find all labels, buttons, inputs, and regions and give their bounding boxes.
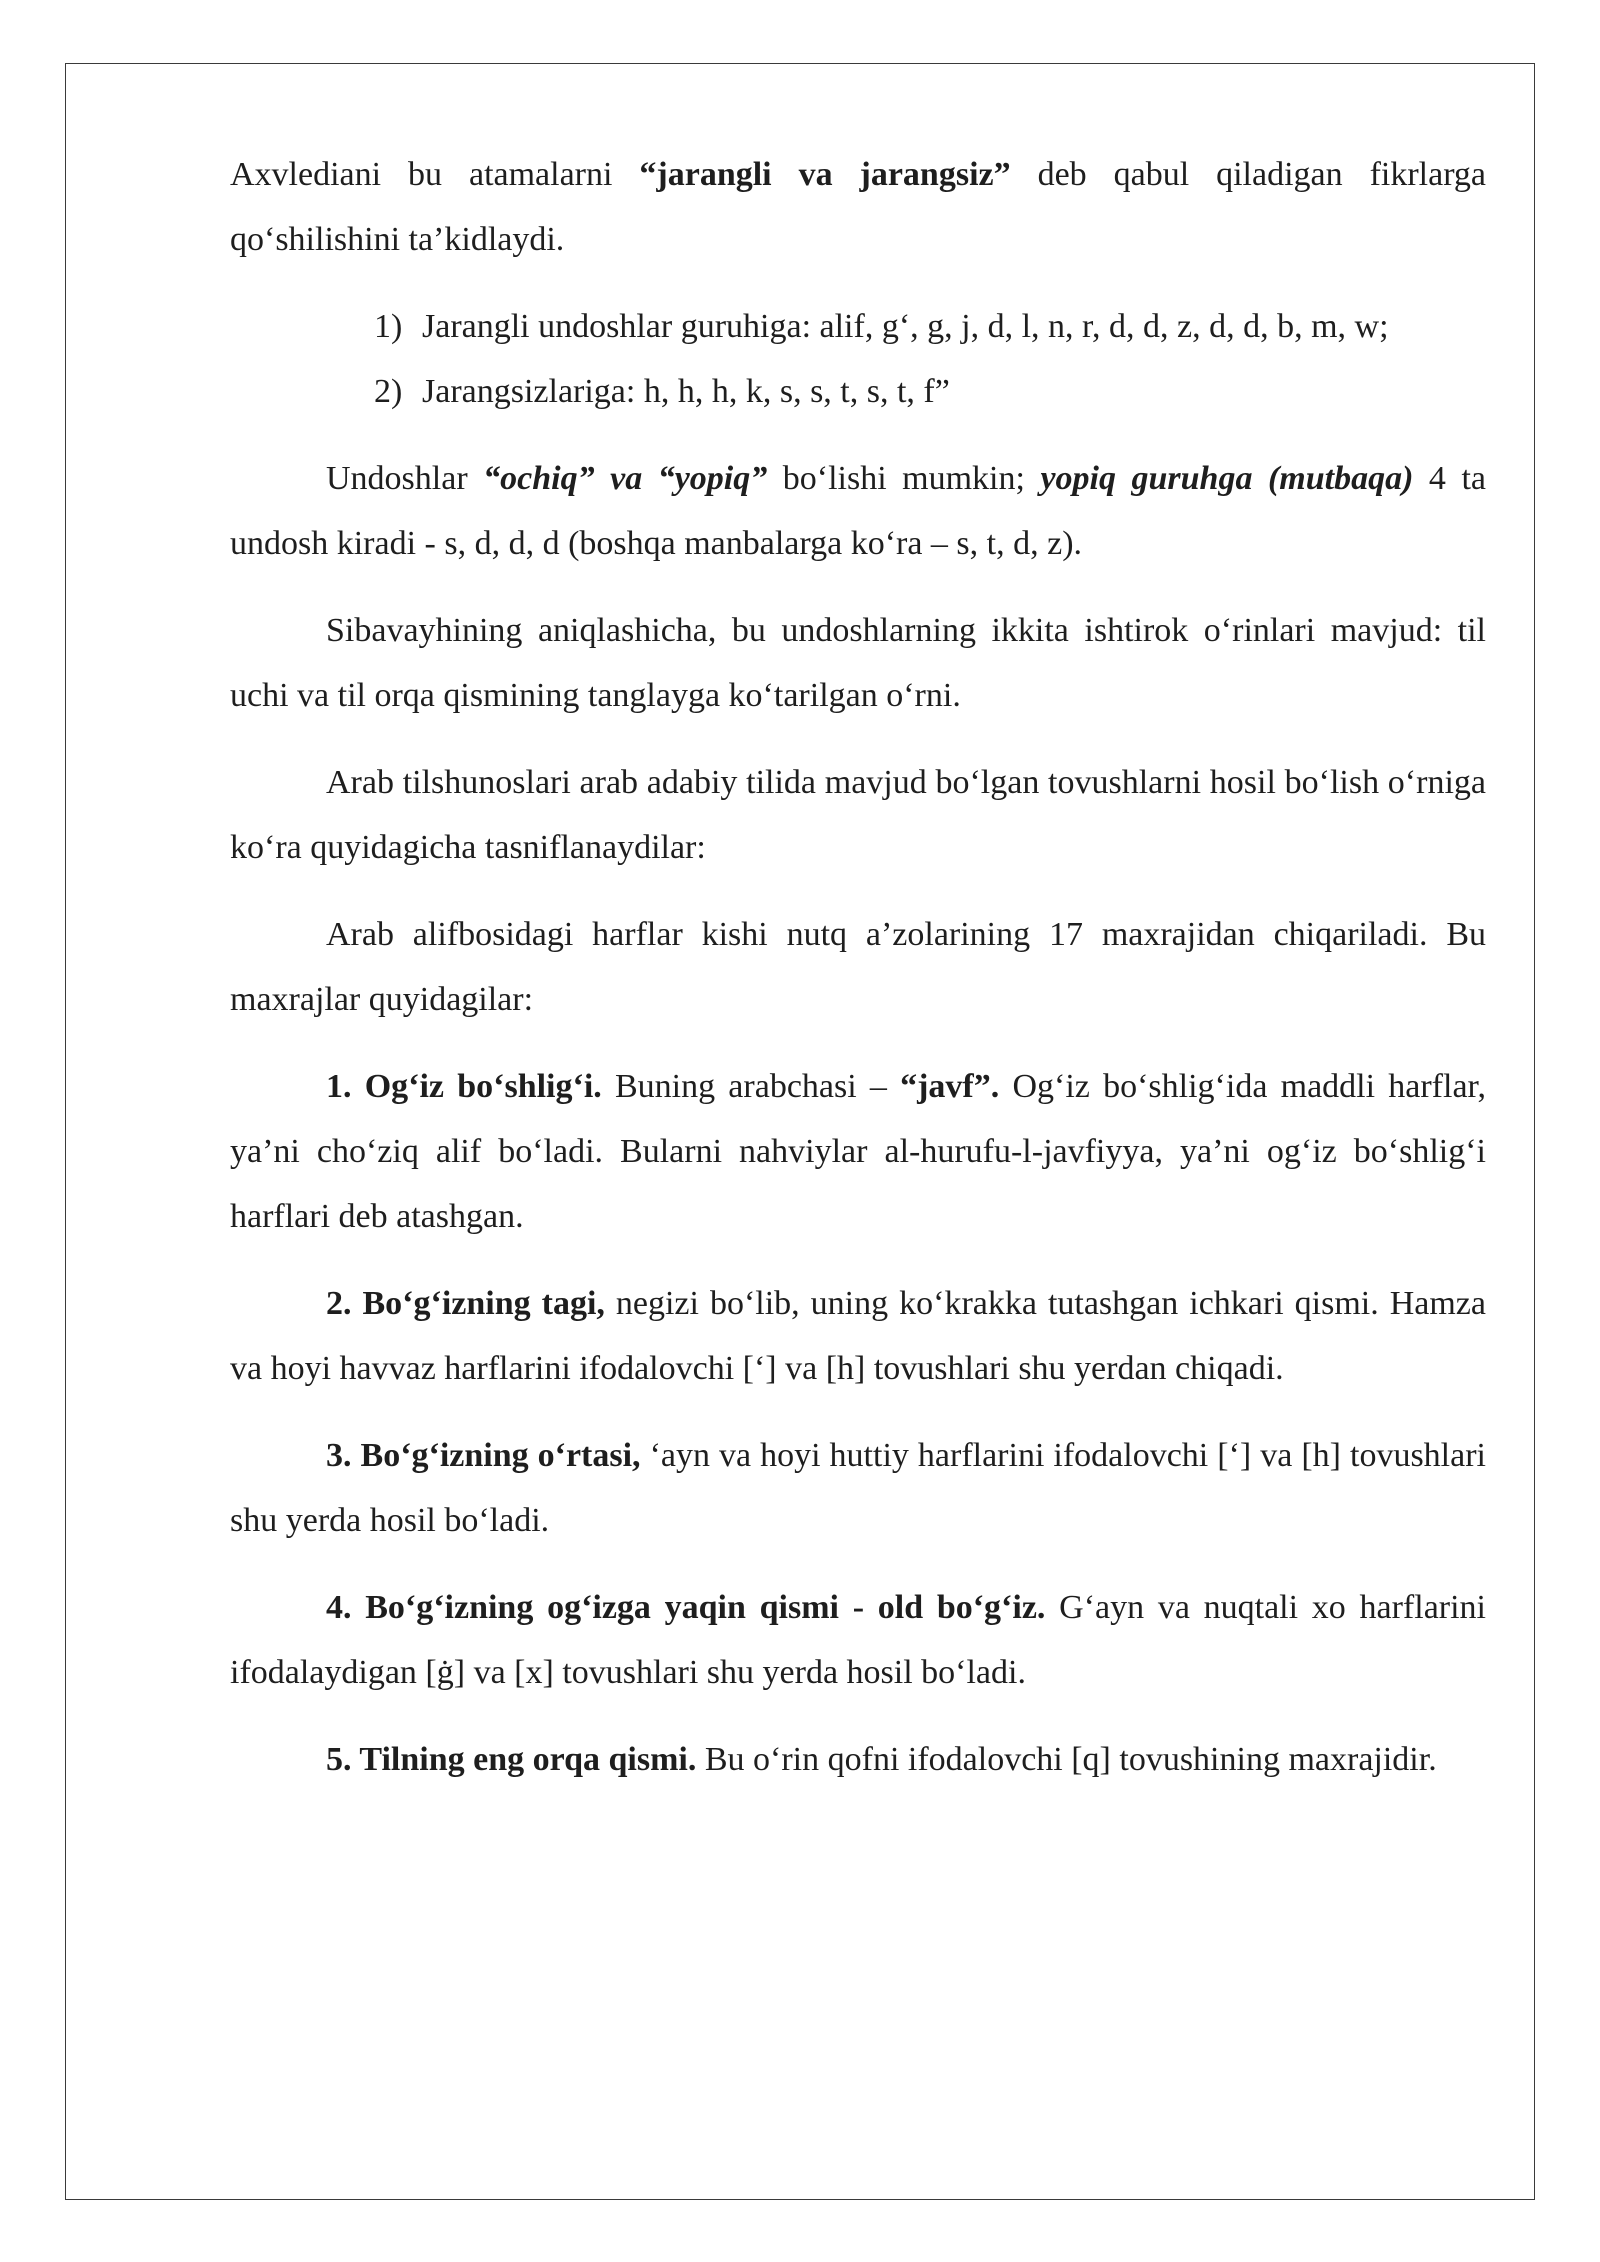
section-bogizning-tagi xyxy=(230,1271,1486,1401)
paragraph-text: G‘ayn va nuqtali xo harflarini ifodalaydigan [ġ] va [x] tovushlari shu yerda hosil bo‘ladi. xyxy=(230,1589,1486,1691)
section-bogizning-ortasi xyxy=(230,1423,1486,1553)
section-ogiz-boshligi xyxy=(230,1054,1486,1249)
bold-italic-term-ochiq-yopiq: “ochiq” va “yopiq” xyxy=(483,460,768,497)
paragraph-sibavayhi: Sibavayhining aniqlashicha, bu undoshlarning ikkita ishtirok o‘rinlari mavjud: til uchi va til orqa qismining tanglayga ko‘tarilgan o‘rni. xyxy=(230,612,1486,714)
paragraph-text: ‘ayn va hoyi huttiy harflarini ifodalovchi [‘] va [h] tovushlari shu yerda hosil bo‘ladi. xyxy=(230,1437,1486,1539)
paragraph-text: Bu o‘rin qofni ifodalovchi [q] tovushining maxrajidir. xyxy=(696,1741,1437,1778)
section-tilning-orqa-qismi xyxy=(230,1727,1486,1792)
bold-italic-term-mutbaqa: yopiq guruhga (mutbaqa) xyxy=(1040,460,1414,497)
section-heading: 4. Bo‘g‘izning og‘izga yaqin qismi - old bo‘g‘iz. xyxy=(326,1589,1046,1626)
section-heading: 3. Bo‘g‘izning o‘rtasi, xyxy=(326,1437,641,1474)
bold-term-javf: “javf”. xyxy=(900,1068,1000,1105)
list-item-text: Jarangsizlariga: h, h, h, k, s, s, t, s, t, f” xyxy=(422,373,950,410)
paragraph-undoshlar xyxy=(230,446,1486,576)
paragraph-arab-tilshunoslari: Arab tilshunoslari arab adabiy tilida mavjud bo‘lgan tovushlarni hosil bo‘lish o‘rniga ko‘ra quyidagicha tasniflanaydilar: xyxy=(230,764,1486,866)
document-body xyxy=(230,142,1486,1792)
paragraph-arab-alifbosi: Arab alifbosidagi harflar kishi nutq a’zolarining 17 maxrajidan chiqariladi. Bu maxrajlar quyidagilar: xyxy=(230,916,1486,1018)
consonant-groups-list xyxy=(230,294,1486,424)
bold-term-jarangli: “jarangli va jarangsiz” xyxy=(639,156,1011,193)
paragraph-text: 4 ta undosh kiradi - s, d, d, d (boshqa manbalarga ko‘ra – s, t, d, z). xyxy=(230,460,1486,562)
section-heading: 2. Bo‘g‘izning tagi, xyxy=(326,1285,605,1322)
section-heading: 5. Tilning eng orqa qismi. xyxy=(326,1741,697,1778)
paragraph-text: deb qabul qiladigan fikrlarga qo‘shilishini ta’kidlaydi. xyxy=(230,156,1487,258)
paragraph-text: Axvlediani bu atamalarni xyxy=(230,156,640,193)
paragraph-text: bo‘lishi mumkin; xyxy=(767,460,1041,497)
paragraph-text: Og‘iz bo‘shlig‘ida maddli harflar, ya’ni cho‘ziq alif bo‘ladi. Bularni nahviylar al-hurufu-l-javfiyya, ya’ni og‘iz bo‘shlig‘i harflari deb atashgan. xyxy=(230,1068,1486,1235)
list-item xyxy=(230,359,1486,424)
list-number: 1) xyxy=(374,308,403,345)
list-item-text: Jarangli undoshlar guruhiga: alif, g‘, g, j, d, l, n, r, d, d, z, d, d, b, m, w; xyxy=(422,308,1389,345)
list-item xyxy=(230,294,1486,359)
list-number: 2) xyxy=(374,373,403,410)
paragraph-axvlediani xyxy=(230,142,1486,272)
section-old-bogiz xyxy=(230,1575,1486,1705)
paragraph-text: Buning arabchasi – xyxy=(601,1068,901,1105)
section-heading: 1. Og‘iz bo‘shlig‘i. xyxy=(326,1068,602,1105)
paragraph-text: negizi bo‘lib, uning ko‘krakka tutashgan ichkari qismi. Hamza va hoyi havvaz harflarini ifodalovchi [‘] va [h] tovushlari shu yerdan chiqadi. xyxy=(230,1285,1486,1387)
paragraph-text: Undoshlar xyxy=(326,460,484,497)
